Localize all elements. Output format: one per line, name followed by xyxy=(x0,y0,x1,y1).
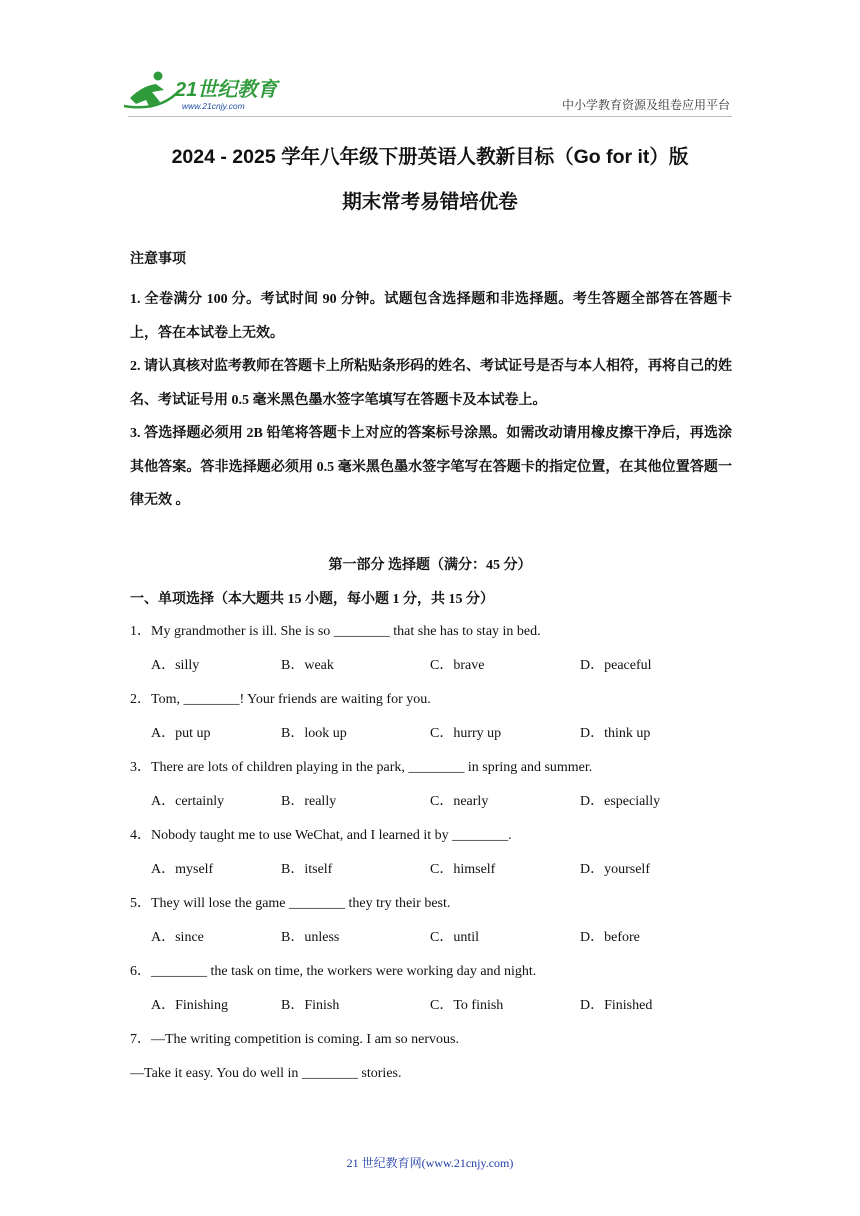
question-options xyxy=(130,927,740,961)
question-text: 1．My grandmother is ill. She is so ________ that she has to stay in bed. xyxy=(130,624,541,639)
question-text: 6．________ the task on time, the workers were working day and night. xyxy=(130,964,537,979)
option-b: B．itself xyxy=(281,862,333,877)
question-text-line2: —Take it easy. You do well in ________ stories. xyxy=(130,1066,402,1081)
option-b: B．weak xyxy=(281,658,334,673)
platform-name: 中小学教育资源及组卷应用平台 xyxy=(561,98,730,112)
option-b: B．really xyxy=(281,794,337,809)
option-c: C．hurry up xyxy=(430,726,502,741)
logo xyxy=(120,68,295,114)
question-options xyxy=(130,723,740,757)
question-text: 2．Tom, ________! Your friends are waiting for you. xyxy=(130,692,431,707)
logo-url: www.21cnjy.com xyxy=(182,101,245,111)
option-d: D．yourself xyxy=(580,862,650,877)
page-subtitle: 期末常考易错培优卷 xyxy=(342,191,518,213)
option-c: C．until xyxy=(430,930,480,945)
option-d: D．think up xyxy=(580,726,651,741)
question-text: 4．Nobody taught me to use WeChat, and I learned it by ________. xyxy=(130,828,512,843)
option-a: A．Finishing xyxy=(151,998,229,1013)
question-text: 5．They will lose the game ________ they try their best. xyxy=(130,896,451,911)
option-d: D．especially xyxy=(580,794,661,809)
option-c: C．nearly xyxy=(430,794,489,809)
notes-item: 2. 请认真核对监考教师在答题卡上所粘贴条形码的姓名、考试证号是否与本人相符，再将自己的姓名、考试证号用 0.5 毫米黑色墨水签字笔填写在答题卡及本试卷上。 xyxy=(130,359,732,408)
notes-heading: 注意事项 xyxy=(130,252,186,267)
notes-item: 3. 答选择题必须用 2B 铅笔将答题卡上对应的答案标号涂黑。如需改动请用橡皮擦干净后，再选涂其他答案。答非选择题必须用 0.5 毫米黑色墨水签字笔写在答题卡的指定位置，在其他位置答题一律无效 。 xyxy=(130,426,732,508)
option-b: B．unless xyxy=(281,930,340,945)
section-title: 一、单项选择（本大题共 15 小题，每小题 1 分，共 15 分） xyxy=(130,592,494,607)
option-c: C．To finish xyxy=(430,998,504,1013)
question-list xyxy=(130,621,740,1097)
question-options xyxy=(130,655,740,689)
question-options xyxy=(130,859,740,893)
notes-item: 1. 全卷满分 100 分。考试时间 90 分钟。试题包含选择题和非选择题。考生答题全部答在答题卡上，答在本试卷上无效。 xyxy=(130,292,732,341)
running-man-icon xyxy=(124,72,180,109)
footer-link[interactable]: 21 世纪教育网(www.21cnjy.com) xyxy=(346,1156,514,1170)
option-c: C．brave xyxy=(430,658,485,673)
page-title: 2024 - 2025 学年八年级下册英语人教新目标（Go for it）版 xyxy=(171,146,689,168)
option-b: B．look up xyxy=(281,726,347,741)
option-a: A．put up xyxy=(151,726,211,741)
option-b: B．Finish xyxy=(281,998,340,1013)
question-text: 7．—The writing competition is coming. I am so nervous. xyxy=(130,1032,459,1047)
option-d: D．Finished xyxy=(580,998,653,1013)
question-options xyxy=(130,791,740,825)
header-divider xyxy=(128,116,732,117)
logo-text: 21世纪教育 xyxy=(175,79,278,101)
option-d: D．peaceful xyxy=(580,658,652,673)
option-a: A．silly xyxy=(151,658,200,673)
option-c: C．himself xyxy=(430,862,496,877)
question-options xyxy=(130,995,740,1029)
question-text: 3．There are lots of children playing in the park, ________ in spring and summer. xyxy=(130,760,593,775)
notes-section xyxy=(130,250,732,518)
option-a: A．certainly xyxy=(151,794,225,809)
option-a: A．since xyxy=(151,930,204,945)
option-a: A．myself xyxy=(151,862,214,877)
part-title: 第一部分 选择题（满分：45 分） xyxy=(328,558,532,573)
option-d: D．before xyxy=(580,930,640,945)
